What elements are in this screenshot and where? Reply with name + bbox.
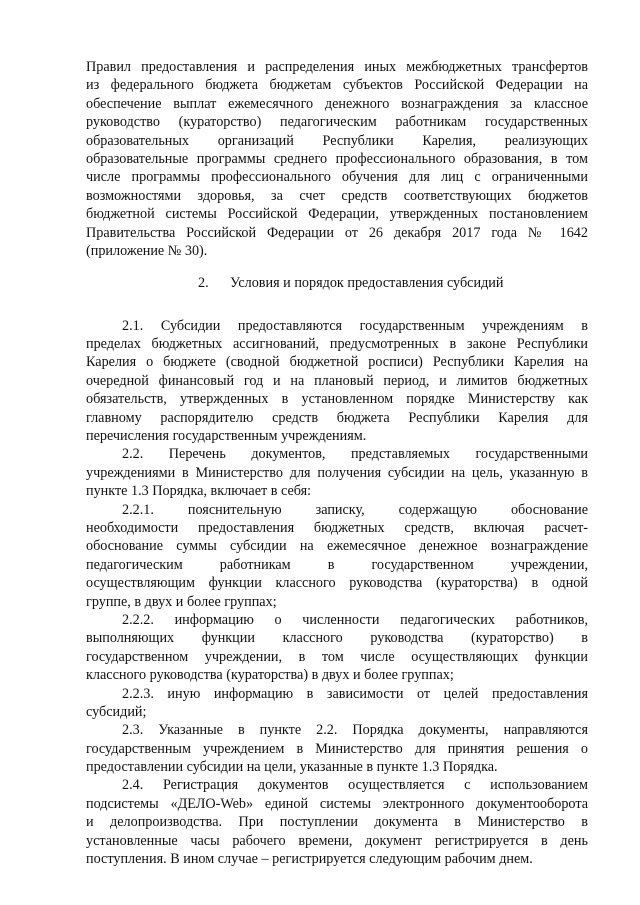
paragraph-line: очередной финансовый год и на плановый период, и лимитов бюджетных — [86, 372, 588, 389]
paragraph-line: 2.1. Субсидии предоставляются государственным учреждениям в — [122, 317, 588, 334]
intro-block — [86, 58, 588, 260]
paragraph — [86, 445, 588, 500]
paragraph-line: 2.3. Указанные в пункте 2.2. Порядка документы, направляются — [122, 722, 588, 739]
paragraph-line: выполняющих функции классного руководства (кураторство) в — [86, 630, 588, 647]
paragraph-line: подсистемы «ДЕЛО-Web» единой системы электронного документооборота — [86, 795, 588, 812]
paragraph-line: обязательств, утвержденных в установленном порядке Министерству как — [86, 391, 588, 408]
paragraph — [86, 685, 588, 722]
paragraph-line: 2.2.2. информацию о численности педагогических работников, — [122, 611, 588, 628]
paragraph-line: предоставлении субсидии на цели, указанные в пункте 1.3 Порядка. — [86, 759, 498, 776]
paragraphs-block — [86, 317, 588, 869]
paragraph-line: главному распорядителю средств бюджета Республики Карелия для — [86, 409, 588, 426]
paragraph — [86, 776, 588, 868]
intro-line: числе программы профессионального обучения для лиц с ограниченными — [86, 169, 588, 186]
intro-line: Правительства Российской Федерации от 26 декабря 2017 года № 1642 — [86, 224, 588, 241]
intro-line: из федерального бюджета бюджетам субъектов Российской Федерации на — [86, 77, 588, 94]
section-title: Условия и порядок предоставления субсидий — [230, 275, 504, 292]
paragraph-line: классного руководства (кураторства) в двух и более группах; — [86, 667, 454, 684]
paragraph — [86, 501, 588, 611]
paragraph-line: поступления. В ином случае – регистрируется следующим рабочим днем. — [86, 851, 533, 868]
paragraph-line: государственном учреждении, в том числе осуществляющих функции — [86, 648, 588, 665]
paragraph — [86, 317, 588, 446]
paragraph-line: установленные часы рабочего времени, документ регистрируется в день — [86, 832, 588, 849]
paragraph-line: пункте 1.3 Порядка, включает в себя: — [86, 483, 312, 500]
paragraph-line: 2.2.3. иную информацию в зависимости от целей предоставления — [122, 685, 588, 702]
intro-line: бюджетной системы Российской Федерации, утвержденных постановлением — [86, 206, 588, 223]
paragraph-line: Карелия о бюджете (сводной бюджетной росписи) Республики Карелия на — [86, 354, 588, 371]
paragraph-line: педагогическим работникам в государственном учреждении, — [86, 556, 588, 573]
paragraph-line: субсидий; — [86, 703, 147, 720]
paragraph-line: осуществляющим функции классного руководства (кураторства) в одной — [86, 575, 588, 592]
paragraph-line: государственным учреждением в Министерство для принятия решения о — [86, 740, 588, 757]
paragraph-line: перечисления государственным учреждениям. — [86, 428, 367, 445]
section-heading — [86, 274, 588, 292]
paragraph-line: учреждениями в Министерство для получения субсидии на цель, указанную в — [86, 464, 588, 481]
paragraph — [86, 611, 588, 685]
intro-line: Правил предоставления и распределения иных межбюджетных трансфертов — [86, 59, 588, 75]
paragraph-line: 2.2.1. пояснительную записку, содержащую обоснование — [122, 501, 588, 518]
paragraph-line: обоснование суммы субсидии на ежемесячное денежное вознаграждение — [86, 538, 588, 555]
intro-line: возможностями здоровья, за счет средств соответствующих бюджетов — [86, 187, 588, 204]
paragraph-line: группе, в двух и более группах; — [86, 593, 277, 610]
paragraph — [86, 721, 588, 776]
paragraph-line: 2.2. Перечень документов, представляемых государственными — [122, 446, 588, 463]
paragraph-line: необходимости предоставления бюджетных средств, включая расчет- — [86, 520, 588, 536]
intro-line: обеспечение выплат ежемесячного денежного вознаграждения за классное — [86, 95, 588, 112]
intro-line: образовательные программы среднего профессионального образования, в том — [86, 150, 588, 167]
intro-line: руководство (кураторство) педагогическим работникам государственных — [86, 114, 588, 131]
paragraph-line: пределах бюджетных ассигнований, предусмотренных в законе Республики — [86, 336, 588, 353]
paragraph-line: и делопроизводства. При поступлении документа в Министерство в — [86, 814, 588, 831]
intro-line: образовательных организаций Республики Карелия, реализующих — [86, 132, 588, 149]
paragraph-line: 2.4. Регистрация документов осуществляется с использованием — [122, 777, 588, 794]
section-number: 2. — [198, 275, 209, 292]
intro-line: (приложение № 30). — [86, 242, 208, 259]
